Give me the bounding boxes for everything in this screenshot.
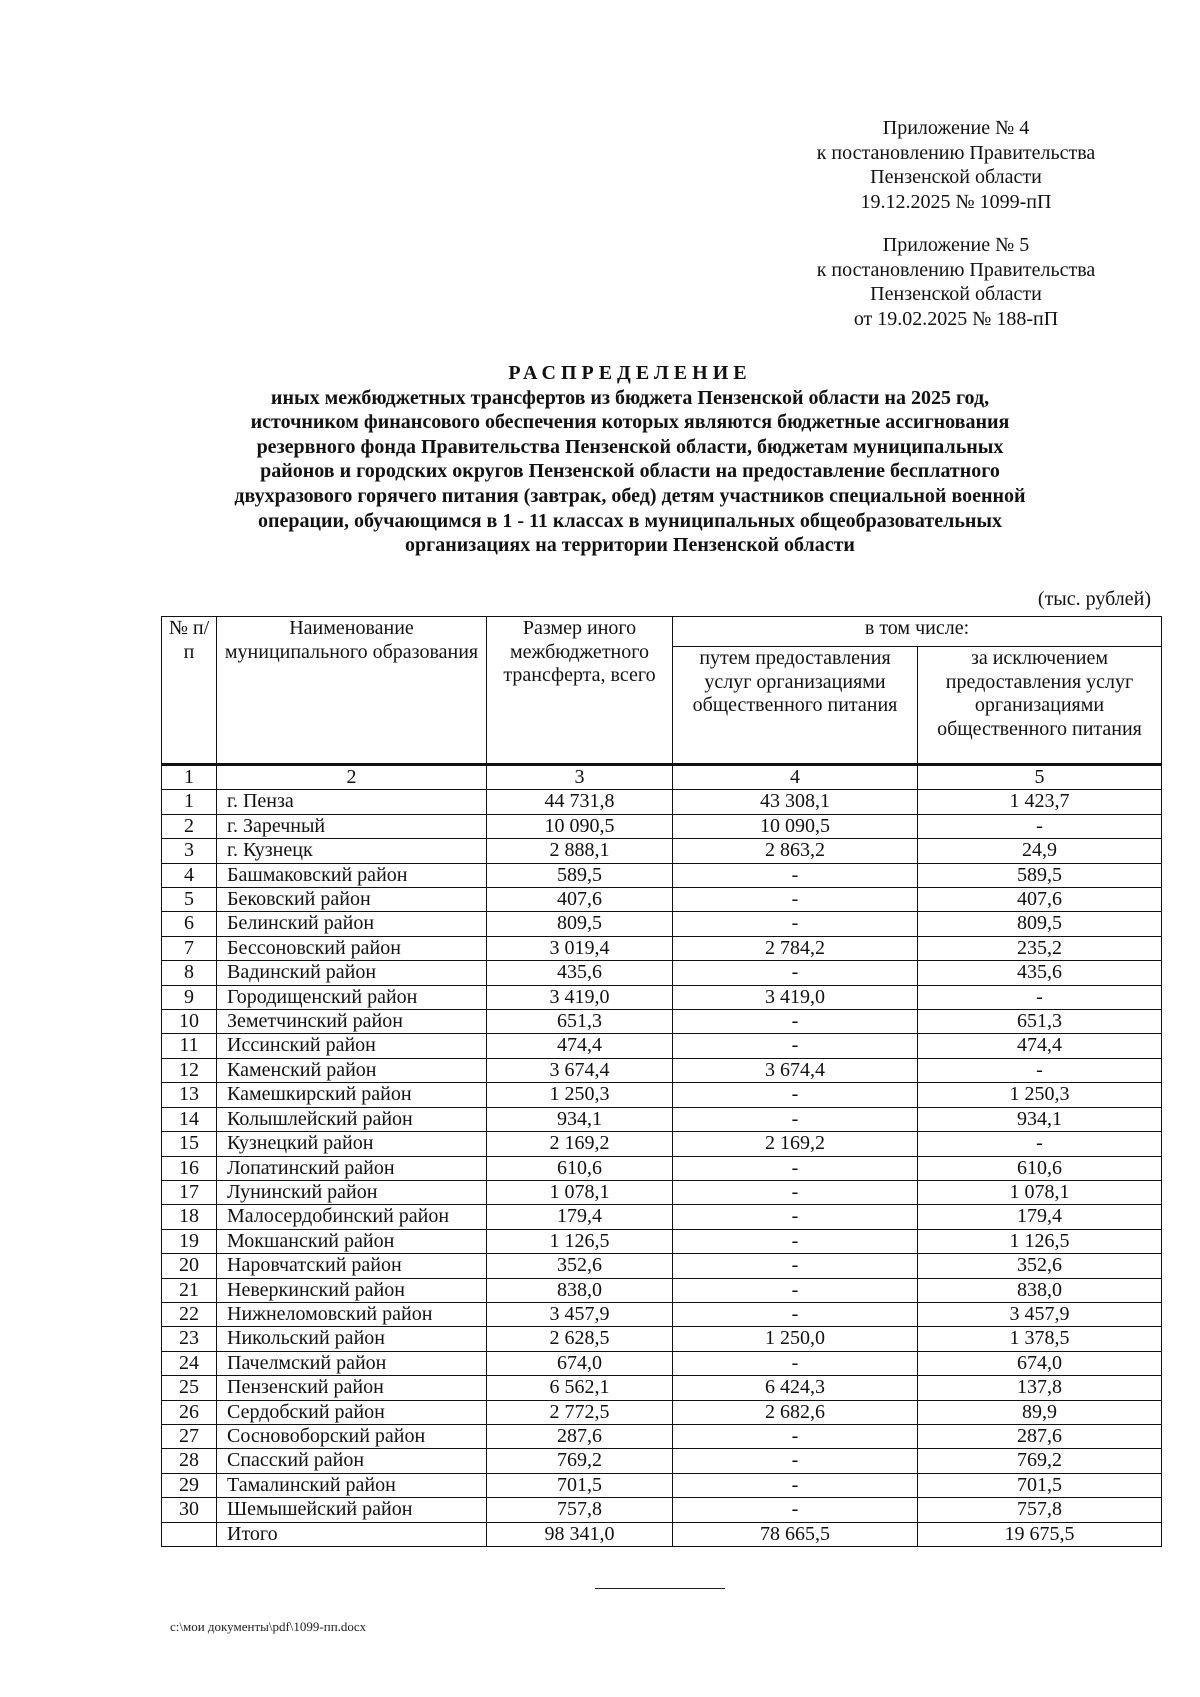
total-amount: 435,6 [487,961,673,985]
via-catering-amount: - [673,1473,918,1497]
row-number: 17 [162,1180,217,1204]
file-path-footer: c:\мои документы\pdf\1099-пп.docx [170,1619,367,1634]
municipality-name: Белинский район [217,912,487,936]
municipality-name: Иссинский район [217,1034,487,1058]
row-number: 9 [162,985,217,1009]
via-catering-amount: - [673,1302,918,1326]
table-row [162,1034,1162,1058]
via-catering-amount: - [673,912,918,936]
via-catering-amount: - [673,1229,918,1253]
excluding-catering-amount: - [918,1058,1162,1082]
total-amount: 3 674,4 [487,1058,673,1082]
total-amount: 2 169,2 [487,1132,673,1156]
row-number: 25 [162,1376,217,1400]
row-number: 5 [162,888,217,912]
header-except-orgs: за исключением предоставления услуг организациями общественного питания [918,647,1162,764]
end-separator-line [595,1588,725,1589]
table-row [162,1132,1162,1156]
excluding-catering-amount: 1 423,7 [918,790,1162,814]
via-catering-amount: - [673,1449,918,1473]
municipality-name: Никольский район [217,1327,487,1351]
table-row [162,1180,1162,1204]
total-amount: 1 250,3 [487,1083,673,1107]
municipality-name: Бековский район [217,888,487,912]
row-number: 20 [162,1254,217,1278]
via-catering-amount: - [673,1205,918,1229]
row-number: 1 [162,790,217,814]
row-number: 10 [162,1010,217,1034]
excluding-catering-amount: 19 675,5 [918,1522,1162,1546]
table-row [162,1424,1162,1448]
total-amount: 407,6 [487,888,673,912]
municipality-name: Пензенский район [217,1376,487,1400]
table-row [162,912,1162,936]
table-row [162,985,1162,1009]
excluding-catering-amount: 1 378,5 [918,1327,1162,1351]
excluding-catering-amount: 651,3 [918,1010,1162,1034]
municipality-name: Тамалинский район [217,1473,487,1497]
header-total: Размер иного межбюджетного трансферта, всего [487,617,673,764]
excluding-catering-amount: 435,6 [918,961,1162,985]
appendix-5-line3: Пензенской области [870,283,1042,305]
total-amount: 1 126,5 [487,1229,673,1253]
via-catering-amount: - [673,1351,918,1375]
via-catering-amount: - [673,1180,918,1204]
via-catering-amount: - [673,1278,918,1302]
row-number: 7 [162,936,217,960]
table-row [162,790,1162,814]
table-row [162,1010,1162,1034]
appendix-5-block [770,233,1142,331]
table-row [162,936,1162,960]
municipality-name: Кузнецкий район [217,1132,487,1156]
header-num: № п/п [162,617,217,764]
row-number: 21 [162,1278,217,1302]
header-name: Наименование муниципального образования [217,617,487,764]
excluding-catering-amount: 3 457,9 [918,1302,1162,1326]
excluding-catering-amount: 1 126,5 [918,1229,1162,1253]
excluding-catering-amount: 610,6 [918,1156,1162,1180]
total-amount: 2 772,5 [487,1400,673,1424]
via-catering-amount: - [673,961,918,985]
total-amount: 769,2 [487,1449,673,1473]
excluding-catering-amount: 1 250,3 [918,1083,1162,1107]
column-number: 5 [918,765,1162,790]
total-amount: 838,0 [487,1278,673,1302]
municipality-name: Башмаковский район [217,863,487,887]
via-catering-amount: - [673,1424,918,1448]
excluding-catering-amount: 474,4 [918,1034,1162,1058]
total-amount: 474,4 [487,1034,673,1058]
row-number: 26 [162,1400,217,1424]
excluding-catering-amount: 352,6 [918,1254,1162,1278]
excluding-catering-amount: 589,5 [918,863,1162,887]
row-number: 4 [162,863,217,887]
total-amount: 10 090,5 [487,814,673,838]
excluding-catering-amount: 757,8 [918,1498,1162,1522]
via-catering-amount: 3 419,0 [673,985,918,1009]
via-catering-amount: 2 863,2 [673,839,918,863]
row-number: 14 [162,1107,217,1131]
row-number: 15 [162,1132,217,1156]
excluding-catering-amount: 287,6 [918,1424,1162,1448]
total-amount: 3 457,9 [487,1302,673,1326]
appendix-4-block [770,116,1142,214]
title-line: операции, обучающимся в 1 - 11 классах в муниципальных общеобразовательных [257,509,1003,532]
row-number: 29 [162,1473,217,1497]
municipality-name: Колышлейский район [217,1107,487,1131]
header-row [162,617,1162,647]
municipality-name: Пачелмский район [217,1351,487,1375]
table-row [162,839,1162,863]
row-number [162,1522,217,1546]
header-including: в том числе: [673,617,1162,647]
row-number: 6 [162,912,217,936]
table-row [162,1327,1162,1351]
table-row [162,1229,1162,1253]
via-catering-amount: 6 424,3 [673,1376,918,1400]
excluding-catering-amount: 137,8 [918,1376,1162,1400]
excluding-catering-amount: 809,5 [918,912,1162,936]
table-row [162,1107,1162,1131]
table-row [162,1351,1162,1375]
appendix-4-line2: к постановлению Правительства [816,141,1096,164]
municipality-name: Городищенский район [217,985,487,1009]
municipality-name: Итого [217,1522,487,1546]
appendix-4-title: Приложение № 4 [882,117,1030,139]
row-number: 16 [162,1156,217,1180]
total-amount: 179,4 [487,1205,673,1229]
municipality-name: г. Кузнецк [217,839,487,863]
row-number: 11 [162,1034,217,1058]
total-amount: 674,0 [487,1351,673,1375]
title-line: иных межбюджетных трансфертов из бюджета Пензенской области на 2025 год, [270,386,990,409]
table-row [162,888,1162,912]
via-catering-amount: 3 674,4 [673,1058,918,1082]
row-number: 24 [162,1351,217,1375]
appendix-4-line3: Пензенской области [870,166,1042,188]
table-row [162,1473,1162,1497]
row-number: 22 [162,1302,217,1326]
total-amount: 3 419,0 [487,985,673,1009]
unit-label: (тыс. рублей) [1037,588,1151,610]
municipality-name: Сердобский район [217,1400,487,1424]
row-number: 30 [162,1498,217,1522]
appendix-5-line2: к постановлению Правительства [816,258,1096,281]
municipality-name: Лунинский район [217,1180,487,1204]
municipality-name: Бессоновский район [217,936,487,960]
excluding-catering-amount: 934,1 [918,1107,1162,1131]
row-number: 13 [162,1083,217,1107]
table-row [162,814,1162,838]
total-amount: 287,6 [487,1424,673,1448]
document-title [130,361,1130,558]
via-catering-amount: - [673,1034,918,1058]
via-catering-amount: - [673,1156,918,1180]
municipality-name: Каменский район [217,1058,487,1082]
via-catering-amount: - [673,888,918,912]
total-amount: 757,8 [487,1498,673,1522]
title-line: резервного фонда Правительства Пензенской области, бюджетам муниципальных [256,435,1004,458]
title-line: организациях на территории Пензенской области [405,534,855,557]
row-number: 8 [162,961,217,985]
row-number: 19 [162,1229,217,1253]
total-amount: 934,1 [487,1107,673,1131]
table-row [162,1302,1162,1326]
table-row [162,1058,1162,1082]
total-amount: 2 888,1 [487,839,673,863]
municipality-name: Сосновоборский район [217,1424,487,1448]
via-catering-amount: - [673,1083,918,1107]
total-amount: 44 731,8 [487,790,673,814]
via-catering-amount: 43 308,1 [673,790,918,814]
via-catering-amount: 2 169,2 [673,1132,918,1156]
row-number: 27 [162,1424,217,1448]
table-row [162,1278,1162,1302]
total-amount: 1 078,1 [487,1180,673,1204]
via-catering-amount: - [673,1498,918,1522]
title-line: источником финансового обеспечения которых являются бюджетные ассигнования [250,411,1010,434]
column-number: 2 [217,765,487,790]
municipality-name: Наровчатский район [217,1254,487,1278]
total-amount: 6 562,1 [487,1376,673,1400]
title-line: районов и городских округов Пензенской области на предоставление бесплатного [260,460,1000,483]
excluding-catering-amount: 1 078,1 [918,1180,1162,1204]
excluding-catering-amount: - [918,814,1162,838]
table-row [162,1400,1162,1424]
municipality-name: Шемышейский район [217,1498,487,1522]
appendix-5-date: от 19.02.2025 № 188-пП [853,307,1059,330]
row-number: 3 [162,839,217,863]
municipality-name: Малосердобинский район [217,1205,487,1229]
municipality-name: Камешкирский район [217,1083,487,1107]
via-catering-amount: 10 090,5 [673,814,918,838]
table-row [162,1498,1162,1522]
row-number: 12 [162,1058,217,1082]
municipality-name: Земетчинский район [217,1010,487,1034]
via-catering-amount: 2 682,6 [673,1400,918,1424]
excluding-catering-amount: 235,2 [918,936,1162,960]
total-amount: 651,3 [487,1010,673,1034]
total-amount: 610,6 [487,1156,673,1180]
table-row [162,1254,1162,1278]
total-amount: 589,5 [487,863,673,887]
column-number: 4 [673,765,918,790]
municipality-name: Нижнеломовский район [217,1302,487,1326]
via-catering-amount: - [673,1010,918,1034]
appendix-5-title: Приложение № 5 [882,234,1030,256]
column-number: 1 [162,765,217,790]
excluding-catering-amount: 701,5 [918,1473,1162,1497]
total-amount: 701,5 [487,1473,673,1497]
excluding-catering-amount: 407,6 [918,888,1162,912]
total-amount: 2 628,5 [487,1327,673,1351]
excluding-catering-amount: 89,9 [918,1400,1162,1424]
table-row [162,1376,1162,1400]
via-catering-amount: - [673,1254,918,1278]
total-amount: 98 341,0 [487,1522,673,1546]
table-row [162,961,1162,985]
total-amount: 809,5 [487,912,673,936]
column-number: 3 [487,765,673,790]
via-catering-amount: 1 250,0 [673,1327,918,1351]
title-line: двухразового горячего питания (завтрак, обед) детям участников специальной военной [234,484,1026,507]
appendix-4-date: 19.12.2025 № 1099-пП [860,190,1052,213]
table-row [162,863,1162,887]
table-row [162,1083,1162,1107]
excluding-catering-amount: 179,4 [918,1205,1162,1229]
table-row [162,1205,1162,1229]
table-row [162,1156,1162,1180]
total-row [162,1522,1162,1546]
municipality-name: г. Пенза [217,790,487,814]
row-number: 2 [162,814,217,838]
row-number: 18 [162,1205,217,1229]
excluding-catering-amount: 769,2 [918,1449,1162,1473]
municipality-name: Мокшанский район [217,1229,487,1253]
total-amount: 3 019,4 [487,936,673,960]
header-via-orgs: путем предоставления услуг организациями общественного питания [673,647,918,764]
column-number-row [162,765,1162,790]
table-row [162,1449,1162,1473]
municipality-name: Вадинский район [217,961,487,985]
excluding-catering-amount: 24,9 [918,839,1162,863]
excluding-catering-amount: - [918,1132,1162,1156]
via-catering-amount: 2 784,2 [673,936,918,960]
row-number: 28 [162,1449,217,1473]
via-catering-amount: 78 665,5 [673,1522,918,1546]
total-amount: 352,6 [487,1254,673,1278]
excluding-catering-amount: 674,0 [918,1351,1162,1375]
via-catering-amount: - [673,1107,918,1131]
distribution-table [161,616,1162,1547]
municipality-name: Неверкинский район [217,1278,487,1302]
excluding-catering-amount: 838,0 [918,1278,1162,1302]
municipality-name: г. Заречный [217,814,487,838]
row-number: 23 [162,1327,217,1351]
municipality-name: Лопатинский район [217,1156,487,1180]
via-catering-amount: - [673,863,918,887]
municipality-name: Спасский район [217,1449,487,1473]
excluding-catering-amount: - [918,985,1162,1009]
title-heading: РАСПРЕДЕЛЕНИЕ [508,362,752,384]
